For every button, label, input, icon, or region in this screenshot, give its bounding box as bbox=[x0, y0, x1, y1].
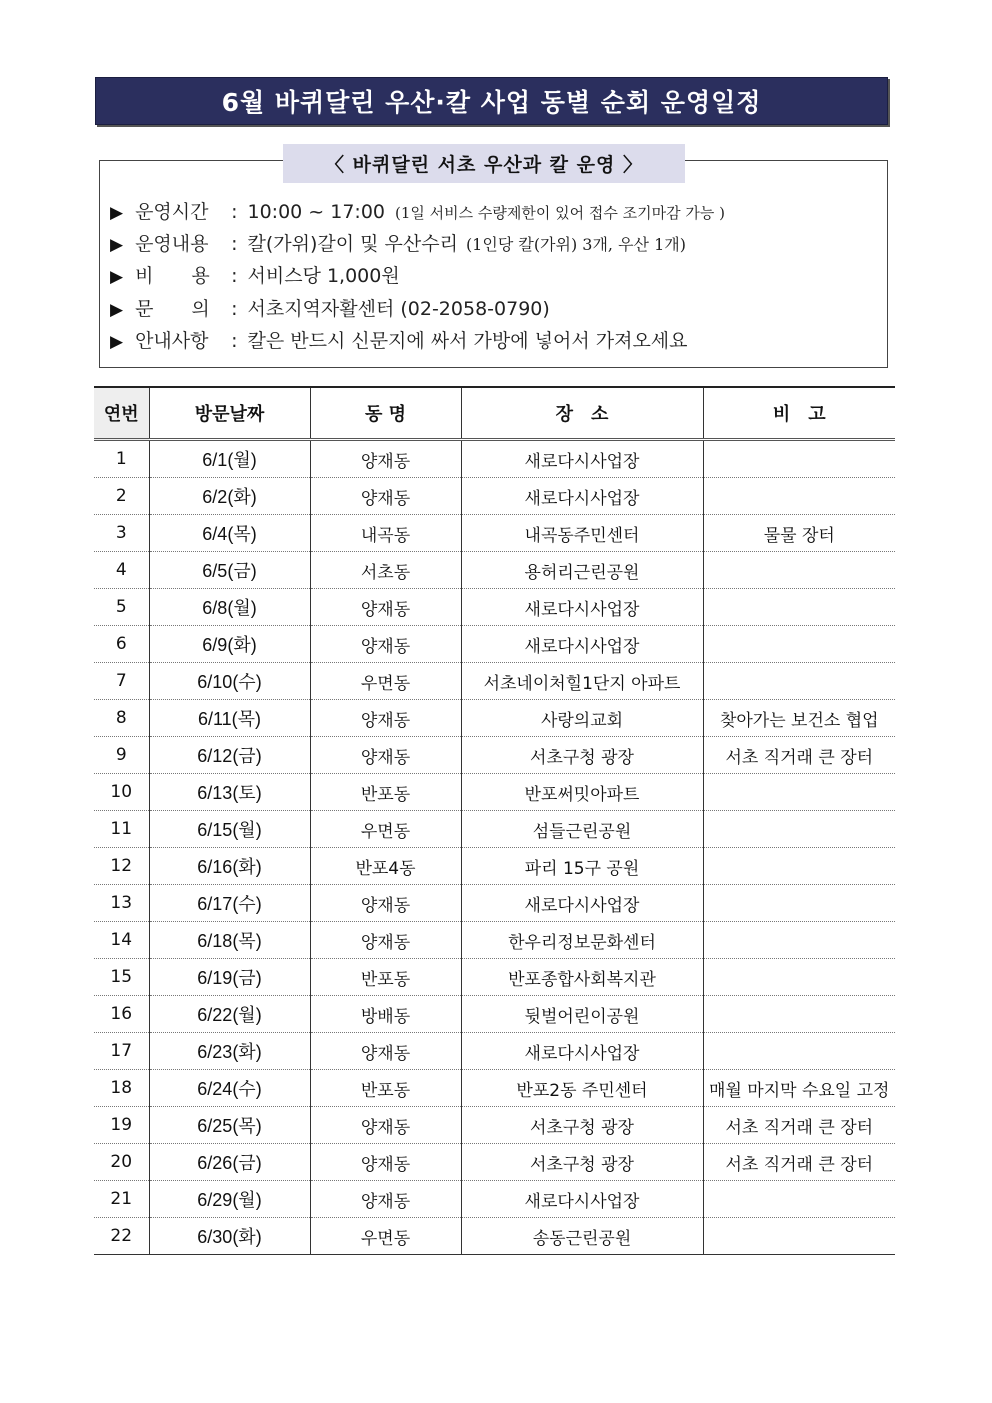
remark bbox=[703, 1181, 895, 1218]
info-colon: : bbox=[231, 233, 238, 255]
row-number: 15 bbox=[94, 959, 149, 996]
header-note: 비 고 bbox=[703, 387, 895, 440]
place: 새로다시사업장 bbox=[461, 589, 703, 626]
visit-date: 6/2(화) bbox=[149, 478, 310, 515]
visit-date: 6/29(월) bbox=[149, 1181, 310, 1218]
info-note: (1인당 칼(가위) 3개, 우산 1개) bbox=[465, 235, 686, 254]
visit-date: 6/1(월) bbox=[149, 440, 310, 478]
place: 송동근린공원 bbox=[461, 1218, 703, 1255]
dong-name: 양재동 bbox=[310, 700, 461, 737]
row-number: 9 bbox=[94, 737, 149, 774]
place: 한우리정보문화센터 bbox=[461, 922, 703, 959]
dong-name: 양재동 bbox=[310, 737, 461, 774]
dong-name: 반포4동 bbox=[310, 848, 461, 885]
info-label: 운영시간 bbox=[135, 201, 209, 223]
dong-name: 서초동 bbox=[310, 552, 461, 589]
info-value: 칼(가위)갈이 및 우산수리 bbox=[247, 233, 458, 255]
place: 용허리근린공원 bbox=[461, 552, 703, 589]
table-row bbox=[94, 478, 895, 515]
remark bbox=[703, 959, 895, 996]
remark: 서초 직거래 큰 장터 bbox=[703, 1144, 895, 1181]
info-colon: : bbox=[231, 265, 238, 287]
visit-date: 6/17(수) bbox=[149, 885, 310, 922]
table-row bbox=[94, 737, 895, 774]
row-number: 20 bbox=[94, 1144, 149, 1181]
table-row bbox=[94, 1070, 895, 1107]
visit-date: 6/22(월) bbox=[149, 996, 310, 1033]
dong-name: 방배동 bbox=[310, 996, 461, 1033]
title-bar bbox=[95, 77, 888, 125]
remark: 서초 직거래 큰 장터 bbox=[703, 1107, 895, 1144]
place: 서초구청 광장 bbox=[461, 1144, 703, 1181]
remark bbox=[703, 885, 895, 922]
visit-date: 6/16(화) bbox=[149, 848, 310, 885]
visit-date: 6/8(월) bbox=[149, 589, 310, 626]
row-number: 2 bbox=[94, 478, 149, 515]
table-row bbox=[94, 1218, 895, 1255]
visit-date: 6/25(목) bbox=[149, 1107, 310, 1144]
table-row bbox=[94, 959, 895, 996]
info-line bbox=[110, 197, 725, 224]
dong-name: 우면동 bbox=[310, 663, 461, 700]
row-number: 10 bbox=[94, 774, 149, 811]
table-row bbox=[94, 1144, 895, 1181]
visit-date: 6/24(수) bbox=[149, 1070, 310, 1107]
row-number: 6 bbox=[94, 626, 149, 663]
place: 반포2동 주민센터 bbox=[461, 1070, 703, 1107]
info-label: 운영내용 bbox=[135, 233, 209, 255]
schedule-body bbox=[94, 440, 895, 1255]
place: 새로다시사업장 bbox=[461, 1181, 703, 1218]
row-number: 5 bbox=[94, 589, 149, 626]
remark: 찾아가는 보건소 협업 bbox=[703, 700, 895, 737]
place: 파리 15구 공원 bbox=[461, 848, 703, 885]
info-subtitle: 〈 바퀴달린 서초 우산과 칼 운영 〉 bbox=[325, 154, 643, 176]
row-number: 4 bbox=[94, 552, 149, 589]
dong-name: 양재동 bbox=[310, 1107, 461, 1144]
dong-name: 양재동 bbox=[310, 1033, 461, 1070]
arrow-icon: ▶ bbox=[110, 332, 124, 352]
header-place: 장 소 bbox=[461, 387, 703, 440]
place: 섬들근린공원 bbox=[461, 811, 703, 848]
visit-date: 6/30(화) bbox=[149, 1218, 310, 1255]
dong-name: 양재동 bbox=[310, 478, 461, 515]
table-row bbox=[94, 700, 895, 737]
place: 새로다시사업장 bbox=[461, 885, 703, 922]
info-value: 칼은 반드시 신문지에 싸서 가방에 넣어서 가져오세요 bbox=[247, 330, 688, 352]
remark: 물물 장터 bbox=[703, 515, 895, 552]
remark bbox=[703, 589, 895, 626]
table-row bbox=[94, 515, 895, 552]
page-title: 6월 바퀴달린 우산·칼 사업 동별 순회 운영일정 bbox=[221, 88, 762, 117]
info-label: 문 의 bbox=[135, 298, 210, 320]
row-number: 21 bbox=[94, 1181, 149, 1218]
arrow-icon: ▶ bbox=[110, 235, 124, 255]
visit-date: 6/26(금) bbox=[149, 1144, 310, 1181]
remark bbox=[703, 996, 895, 1033]
info-colon: : bbox=[231, 201, 238, 223]
table-row bbox=[94, 663, 895, 700]
table-row bbox=[94, 811, 895, 848]
row-number: 8 bbox=[94, 700, 149, 737]
row-number: 18 bbox=[94, 1070, 149, 1107]
visit-date: 6/15(월) bbox=[149, 811, 310, 848]
header-date: 방문날짜 bbox=[149, 387, 310, 440]
row-number: 12 bbox=[94, 848, 149, 885]
arrow-icon: ▶ bbox=[110, 300, 124, 320]
row-number: 16 bbox=[94, 996, 149, 1033]
dong-name: 우면동 bbox=[310, 811, 461, 848]
place: 반포종합사회복지관 bbox=[461, 959, 703, 996]
row-number: 19 bbox=[94, 1107, 149, 1144]
dong-name: 양재동 bbox=[310, 589, 461, 626]
remark bbox=[703, 552, 895, 589]
info-value: 서비스당 1,000원 bbox=[247, 265, 400, 287]
table-row bbox=[94, 848, 895, 885]
remark bbox=[703, 922, 895, 959]
table-row bbox=[94, 626, 895, 663]
remark bbox=[703, 774, 895, 811]
dong-name: 반포동 bbox=[310, 959, 461, 996]
place: 서초네이처힐1단지 아파트 bbox=[461, 663, 703, 700]
dong-name: 반포동 bbox=[310, 774, 461, 811]
info-colon: : bbox=[231, 298, 238, 320]
info-label: 안내사항 bbox=[135, 330, 209, 352]
dong-name: 양재동 bbox=[310, 1144, 461, 1181]
visit-date: 6/18(목) bbox=[149, 922, 310, 959]
table-row bbox=[94, 1181, 895, 1218]
place: 사랑의교회 bbox=[461, 700, 703, 737]
table-row bbox=[94, 1107, 895, 1144]
table-row bbox=[94, 552, 895, 589]
place: 내곡동주민센터 bbox=[461, 515, 703, 552]
table-header-row bbox=[94, 387, 895, 440]
info-tab bbox=[283, 144, 685, 183]
place: 새로다시사업장 bbox=[461, 440, 703, 478]
visit-date: 6/5(금) bbox=[149, 552, 310, 589]
remark bbox=[703, 440, 895, 478]
row-number: 13 bbox=[94, 885, 149, 922]
arrow-icon: ▶ bbox=[110, 203, 124, 223]
table-row bbox=[94, 589, 895, 626]
row-number: 1 bbox=[94, 440, 149, 478]
header-dong: 동 명 bbox=[310, 387, 461, 440]
visit-date: 6/13(토) bbox=[149, 774, 310, 811]
table-row bbox=[94, 996, 895, 1033]
remark bbox=[703, 478, 895, 515]
row-number: 17 bbox=[94, 1033, 149, 1070]
table-row bbox=[94, 922, 895, 959]
info-value: 서초지역자활센터 (02-2058-0790) bbox=[247, 298, 550, 320]
dong-name: 양재동 bbox=[310, 922, 461, 959]
dong-name: 내곡동 bbox=[310, 515, 461, 552]
schedule-table bbox=[94, 386, 895, 1255]
visit-date: 6/10(수) bbox=[149, 663, 310, 700]
dong-name: 양재동 bbox=[310, 440, 461, 478]
visit-date: 6/19(금) bbox=[149, 959, 310, 996]
remark bbox=[703, 1218, 895, 1255]
arrow-icon: ▶ bbox=[110, 267, 124, 287]
info-line bbox=[110, 326, 698, 353]
visit-date: 6/9(화) bbox=[149, 626, 310, 663]
remark: 매월 마지막 수요일 고정 bbox=[703, 1070, 895, 1107]
place: 서초구청 광장 bbox=[461, 737, 703, 774]
visit-date: 6/4(목) bbox=[149, 515, 310, 552]
place: 새로다시사업장 bbox=[461, 1033, 703, 1070]
table-row bbox=[94, 440, 895, 478]
place: 새로다시사업장 bbox=[461, 478, 703, 515]
remark bbox=[703, 811, 895, 848]
place: 서초구청 광장 bbox=[461, 1107, 703, 1144]
info-value: 10:00 ~ 17:00 bbox=[247, 201, 385, 223]
remark bbox=[703, 626, 895, 663]
dong-name: 양재동 bbox=[310, 626, 461, 663]
row-number: 22 bbox=[94, 1218, 149, 1255]
table-row bbox=[94, 774, 895, 811]
remark bbox=[703, 1033, 895, 1070]
visit-date: 6/23(화) bbox=[149, 1033, 310, 1070]
remark bbox=[703, 663, 895, 700]
remark: 서초 직거래 큰 장터 bbox=[703, 737, 895, 774]
info-colon: : bbox=[231, 330, 238, 352]
place: 반포써밋아파트 bbox=[461, 774, 703, 811]
remark bbox=[703, 848, 895, 885]
dong-name: 양재동 bbox=[310, 885, 461, 922]
dong-name: 양재동 bbox=[310, 1181, 461, 1218]
info-line bbox=[110, 229, 686, 256]
dong-name: 반포동 bbox=[310, 1070, 461, 1107]
dong-name: 우면동 bbox=[310, 1218, 461, 1255]
row-number: 14 bbox=[94, 922, 149, 959]
table-row bbox=[94, 1033, 895, 1070]
info-line bbox=[110, 261, 410, 288]
info-label: 비 용 bbox=[135, 265, 210, 287]
info-line bbox=[110, 294, 560, 321]
header-number: 연번 bbox=[94, 387, 149, 440]
table-row bbox=[94, 885, 895, 922]
row-number: 7 bbox=[94, 663, 149, 700]
place: 뒷벌어린이공원 bbox=[461, 996, 703, 1033]
place: 새로다시사업장 bbox=[461, 626, 703, 663]
visit-date: 6/12(금) bbox=[149, 737, 310, 774]
row-number: 11 bbox=[94, 811, 149, 848]
info-note: (1일 서비스 수량제한이 있어 접수 조기마감 가능 ) bbox=[395, 204, 725, 222]
visit-date: 6/11(목) bbox=[149, 700, 310, 737]
row-number: 3 bbox=[94, 515, 149, 552]
